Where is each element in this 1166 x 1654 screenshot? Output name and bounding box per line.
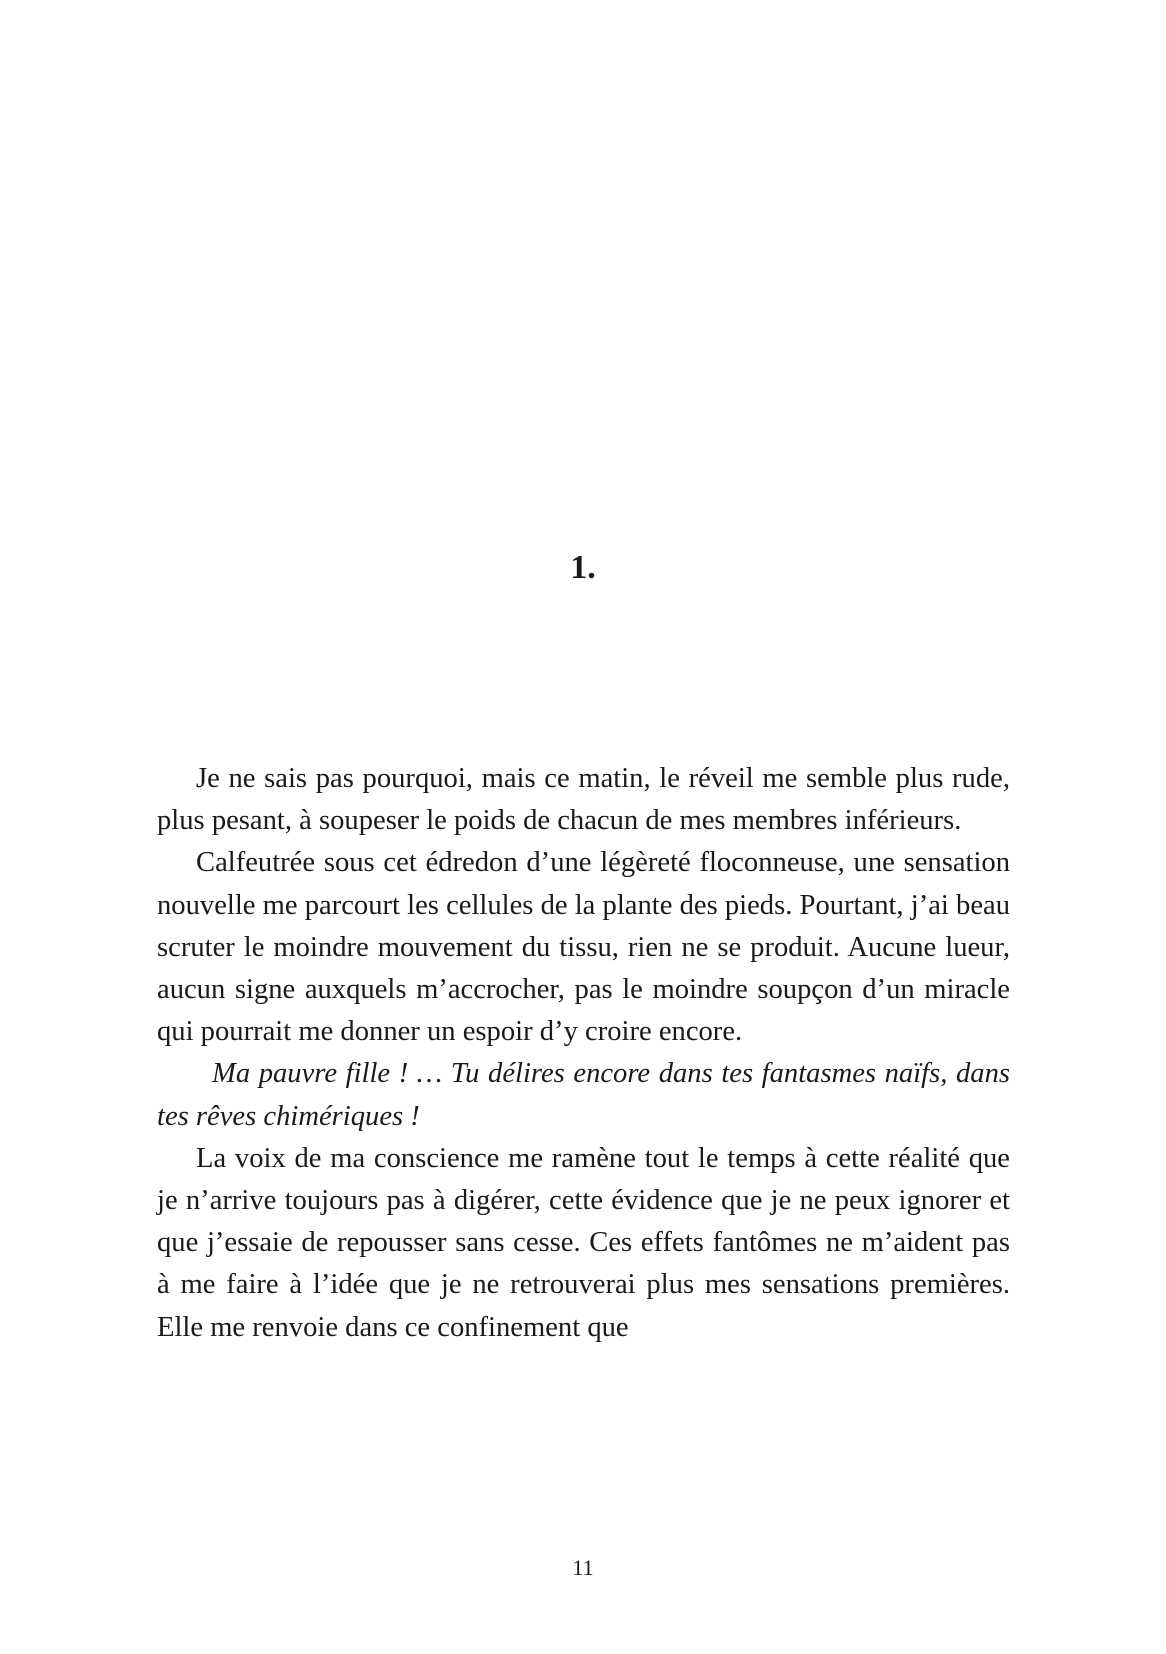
paragraph: Calfeutrée sous cet édredon d’une légèreté floconneuse, une sensation nouvelle me parcourt les cellules de la plante des pieds. Pourtant, j’ai beau scruter le moindre mouvement du tissu, rien ne se produit. Aucune lueur, aucun signe auxquels m’accrocher, pas le moindre soupçon d’un miracle qui pourrait me donner un espoir d’y croire encore. [157, 847, 1010, 1048]
body-text [157, 758, 1010, 1349]
italic-inner-voice-paragraph: Ma pauvre fille ! … Tu délires encore dans tes fantasmes naïfs, dans tes rêves chimériques ! [157, 1058, 1010, 1132]
page-number: 11 [572, 1555, 594, 1580]
paragraph: Je ne sais pas pourquoi, mais ce matin, le réveil me semble plus rude, plus pesant, à soupeser le poids de chacun de mes membres inférieurs. [157, 763, 1010, 837]
chapter-heading: 1. [570, 549, 596, 586]
paragraph: La voix de ma conscience me ramène tout le temps à cette réalité que je n’arrive toujours pas à digérer, cette évidence que je ne peux ignorer et que j’essaie de repousser sans cesse. Ces effets fantômes ne m’aident pas à me faire à l’idée que je ne retrouverai plus mes sensations premières. Elle me renvoie dans ce confinement que [157, 1142, 1010, 1343]
